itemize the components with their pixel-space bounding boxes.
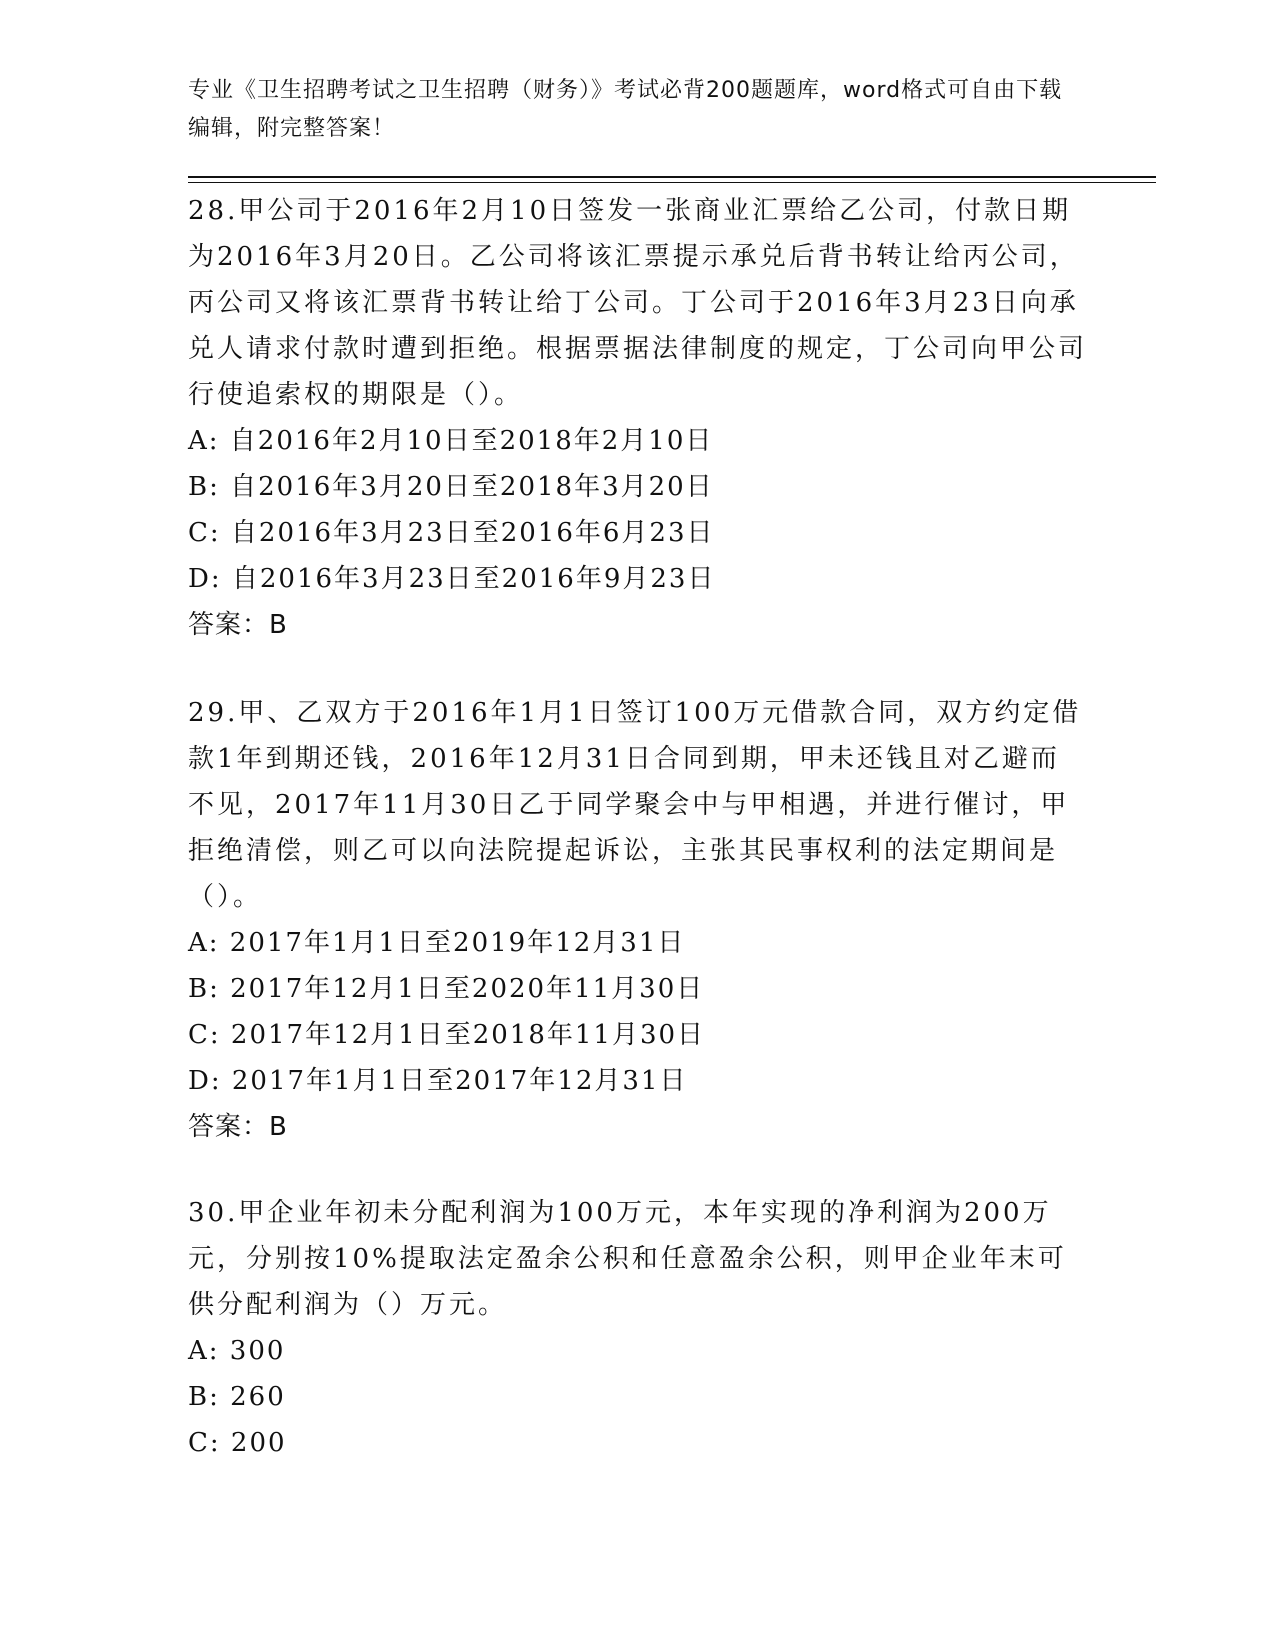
question-text: 29.甲、乙双方于2016年1月1日签订100万元借款合同，双方约定借款1年到期还钱，2016年12月31日合同到期，甲未还钱且对乙避而不见，2017年11月30日乙于同学聚会中与甲相遇，并进行催讨，甲拒绝清偿，则乙可以向法院提起诉讼，主张其民事权利的法定期间是（）。	[188, 698, 1082, 912]
option-c: C: 200	[188, 1428, 287, 1458]
option-a: A: 300	[188, 1336, 286, 1366]
question-29	[188, 690, 1088, 1150]
option-b: B: 2017年12月1日至2020年11月30日	[188, 974, 705, 1004]
question-text: 28.甲公司于2016年2月10日签发一张商业汇票给乙公司，付款日期为2016年3月20日。乙公司将该汇票提示承兑后背书转让给丙公司，丙公司又将该汇票背书转让给丁公司。丁公司于2016年3月23日向承兑人请求付款时遭到拒绝。根据票据法律制度的规定，丁公司向甲公司行使追索权的期限是（）。	[188, 196, 1088, 410]
option-b: B: 自2016年3月20日至2018年3月20日	[188, 472, 714, 502]
option-c: C: 2017年12月1日至2018年11月30日	[188, 1020, 706, 1050]
question-30	[188, 1190, 1088, 1466]
question-text: 30.甲企业年初未分配利润为100万元，本年实现的净利润为200万元，分别按10%提取法定盈余公积和任意盈余公积，则甲企业年末可供分配利润为（）万元。	[188, 1198, 1067, 1320]
option-d: D: 2017年1月1日至2017年12月31日	[188, 1066, 688, 1096]
option-a: A: 2017年1月1日至2019年12月31日	[188, 928, 686, 958]
header-divider	[188, 176, 1156, 178]
option-d: D: 自2016年3月23日至2016年9月23日	[188, 564, 716, 594]
header-divider-thin	[188, 182, 1156, 183]
document-header: 专业《卫生招聘考试之卫生招聘（财务）》考试必背200题题库，word格式可自由下载编辑，附完整答案！	[188, 78, 1063, 141]
answer-line: 答案：B	[188, 1112, 288, 1142]
option-b: B: 260	[188, 1382, 286, 1412]
option-c: C: 自2016年3月23日至2016年6月23日	[188, 518, 715, 548]
question-28	[188, 188, 1088, 648]
answer-line: 答案：B	[188, 610, 288, 640]
option-a: A: 自2016年2月10日至2018年2月10日	[188, 426, 714, 456]
